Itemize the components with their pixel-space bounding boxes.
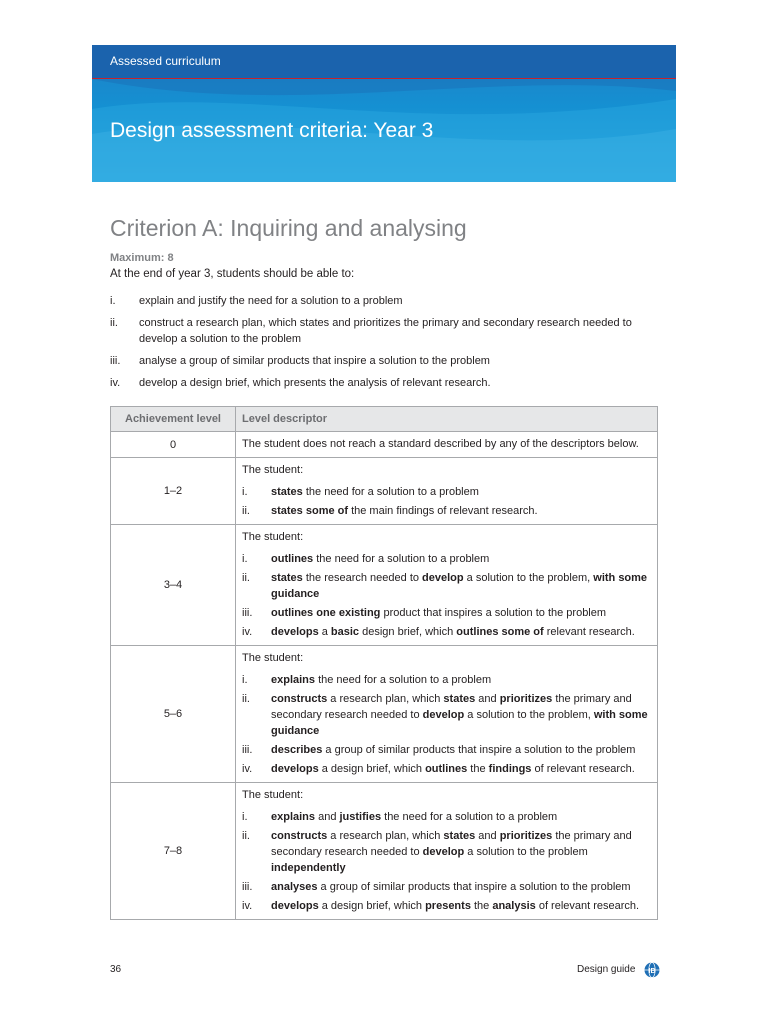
descriptor-item-number: iii. [242, 744, 253, 756]
descriptor-keyword: analyses [271, 881, 318, 893]
descriptor-fragment: a [318, 626, 331, 638]
descriptor-fragment: design brief, which [359, 626, 457, 638]
descriptor-fragment: a solution to the problem, [464, 709, 594, 721]
criterion-title: Criterion A: Inquiring and analysing [110, 215, 467, 241]
descriptor-item-text [271, 879, 651, 895]
descriptor-item-number: iii. [242, 607, 253, 619]
descriptor-keyword: develops [271, 900, 319, 912]
descriptor-item [242, 898, 651, 914]
descriptor-keyword: states some of [271, 505, 349, 517]
descriptor-text: The student does not reach a standard described by any of the descriptors below. [242, 438, 639, 450]
descriptor-item [242, 672, 651, 688]
objective-number: iv. [110, 377, 121, 389]
descriptor-item [242, 879, 651, 895]
descriptor-keyword: independently [271, 862, 346, 874]
descriptor-keyword: findings [488, 763, 532, 775]
descriptor-keyword: describes [271, 744, 323, 756]
maximum-label: Maximum: 8 [110, 252, 174, 264]
objective-number: iii. [110, 355, 121, 367]
descriptor-fragment: a solution to the problem [464, 846, 588, 858]
page-number: 36 [110, 964, 122, 975]
descriptor-intro: The student: [242, 531, 304, 543]
descriptor-fragment: of relevant research. [531, 763, 635, 775]
descriptor-fragment: relevant research. [543, 626, 635, 638]
descriptor-item-text [271, 672, 651, 688]
descriptor-fragment: the primary and secondary research needed to [271, 830, 632, 858]
descriptor-keyword: analysis [492, 900, 536, 912]
descriptor-item-number: ii. [242, 693, 250, 705]
descriptor-item [242, 809, 651, 825]
descriptor-keyword: constructs [271, 693, 328, 705]
descriptor-item-number: iii. [242, 881, 253, 893]
objective-text: analyse a group of similar products that inspire a solution to the problem [139, 355, 490, 367]
descriptor-item-number: i. [242, 674, 248, 686]
descriptor-keyword: with some guidance [271, 572, 648, 600]
level-descriptor-cell [236, 525, 658, 646]
objective-item [110, 375, 670, 391]
achievement-level-cell: 7–8 [111, 783, 236, 920]
achievement-level-cell: 1–2 [111, 458, 236, 525]
descriptor-fragment: the [470, 900, 493, 912]
header-banner [92, 45, 676, 182]
descriptor-item [242, 503, 651, 519]
level-descriptor-cell [236, 646, 658, 783]
descriptor-fragment: the need for a solution to a problem [313, 553, 490, 565]
descriptor-item-text [271, 742, 651, 758]
descriptor-item [242, 624, 651, 640]
descriptor-keyword: outlines [271, 553, 314, 565]
descriptor-fragment: the main findings of relevant research. [348, 505, 538, 517]
descriptor-item-text [271, 551, 651, 567]
descriptor-fragment: a group of similar products that inspire a solution to the problem [317, 881, 631, 893]
descriptor-keyword: explains [271, 674, 316, 686]
descriptor-fragment: the need for a solution to a problem [381, 811, 558, 823]
descriptor-intro: The student: [242, 464, 304, 476]
table-row [111, 646, 658, 783]
descriptor-keyword: develops [271, 763, 319, 775]
descriptor-fragment: and [475, 693, 500, 705]
descriptor-fragment: a solution to the problem, [463, 572, 594, 584]
descriptor-item-text [271, 570, 651, 602]
descriptor-fragment: and [475, 830, 500, 842]
descriptor-keyword: justifies [339, 811, 382, 823]
descriptor-keyword: states [443, 830, 476, 842]
achievement-level-cell: 0 [111, 432, 236, 458]
achievement-table [110, 406, 658, 920]
descriptor-item [242, 570, 651, 602]
table-header-row [111, 407, 658, 432]
descriptor-fragment: the research needed to [302, 572, 423, 584]
descriptor-item [242, 605, 651, 621]
descriptor-item [242, 742, 651, 758]
table-row [111, 783, 658, 920]
descriptor-keyword: prioritizes [499, 693, 553, 705]
descriptor-fragment: and [315, 811, 340, 823]
descriptor-item [242, 691, 651, 739]
descriptor-item-text [271, 503, 651, 519]
descriptor-item-number: i. [242, 553, 248, 565]
objective-item [110, 315, 670, 347]
descriptor-fragment: a design brief, which [318, 763, 426, 775]
objective-item [110, 353, 670, 369]
descriptor-keyword: presents [425, 900, 471, 912]
descriptor-item-number: ii. [242, 572, 250, 584]
descriptor-item-number: ii. [242, 505, 250, 517]
header-achievement-level: Achievement level [111, 407, 236, 432]
intro-text: At the end of year 3, students should be able to: [110, 268, 355, 280]
ib-logo-text: IB [648, 968, 656, 975]
table-row [111, 432, 658, 458]
descriptor-item-number: ii. [242, 830, 250, 842]
descriptor-fragment: product that inspires a solution to the problem [380, 607, 607, 619]
descriptor-intro: The student: [242, 789, 304, 801]
descriptor-item-text [271, 691, 651, 739]
descriptor-item-text [271, 761, 651, 777]
descriptor-keyword: outlines some of [456, 626, 544, 638]
header-level-descriptor: Level descriptor [236, 407, 658, 432]
descriptor-fragment: a design brief, which [318, 900, 426, 912]
descriptor-keyword: outlines one existing [271, 607, 381, 619]
level-descriptor-cell [236, 783, 658, 920]
page-title: Design assessment criteria: Year 3 [110, 119, 434, 142]
descriptor-keyword: develop [422, 572, 464, 584]
objective-text: develop a design brief, which presents the analysis of relevant research. [139, 377, 491, 389]
descriptor-keyword: develops [271, 626, 319, 638]
descriptor-keyword: explains [271, 811, 316, 823]
descriptor-item-number: i. [242, 811, 248, 823]
descriptor-keyword: states [443, 693, 476, 705]
ib-globe-icon [644, 962, 660, 978]
descriptor-intro: The student: [242, 652, 304, 664]
descriptor-fragment: a research plan, which [327, 693, 444, 705]
descriptor-keyword: constructs [271, 830, 328, 842]
descriptor-item-number: i. [242, 486, 248, 498]
objective-item [110, 293, 670, 309]
level-descriptor-cell [236, 458, 658, 525]
descriptor-item [242, 828, 651, 876]
descriptor-item-number: iv. [242, 900, 253, 912]
descriptor-fragment: of relevant research. [535, 900, 640, 912]
level-descriptor-cell [236, 432, 658, 458]
objective-number: ii. [110, 317, 118, 329]
objectives-list [110, 293, 670, 397]
table-body [111, 432, 658, 920]
descriptor-fragment: a research plan, which [327, 830, 444, 842]
descriptor-item-number: iv. [242, 763, 253, 775]
descriptor-item-text [271, 605, 651, 621]
descriptor-item-number: iv. [242, 626, 253, 638]
achievement-level-cell: 3–4 [111, 525, 236, 646]
descriptor-item [242, 484, 651, 500]
section-label: Assessed curriculum [110, 54, 221, 68]
descriptor-fragment: the need for a solution to a problem [302, 486, 479, 498]
descriptor-keyword: with some guidance [271, 709, 648, 737]
table-row [111, 458, 658, 525]
guide-label: Design guide [577, 964, 636, 975]
descriptor-keyword: develop [422, 709, 465, 721]
descriptor-item-text [271, 828, 651, 876]
descriptor-keyword: outlines [425, 763, 468, 775]
descriptor-keyword: states [271, 486, 303, 498]
descriptor-fragment: the primary and secondary research needed to [271, 693, 632, 721]
objective-number: i. [110, 295, 116, 307]
descriptor-item-text [271, 809, 651, 825]
descriptor-fragment: the need for a solution to a problem [315, 674, 492, 686]
descriptor-keyword: prioritizes [499, 830, 553, 842]
achievement-level-cell: 5–6 [111, 646, 236, 783]
descriptor-fragment: a group of similar products that inspire a solution to the problem [322, 744, 636, 756]
descriptor-item [242, 551, 651, 567]
objective-text: explain and justify the need for a solution to a problem [139, 295, 403, 307]
descriptor-item [242, 761, 651, 777]
descriptor-keyword: develop [422, 846, 465, 858]
descriptor-item-text [271, 624, 651, 640]
table-row [111, 525, 658, 646]
descriptor-item-text [271, 484, 651, 500]
descriptor-fragment: the [467, 763, 489, 775]
descriptor-keyword: states [271, 572, 303, 584]
descriptor-item-text [271, 898, 651, 914]
objective-text: construct a research plan, which states and prioritizes the primary and secondary research needed to develop a solution to the problem [139, 317, 632, 345]
descriptor-keyword: basic [330, 626, 360, 638]
